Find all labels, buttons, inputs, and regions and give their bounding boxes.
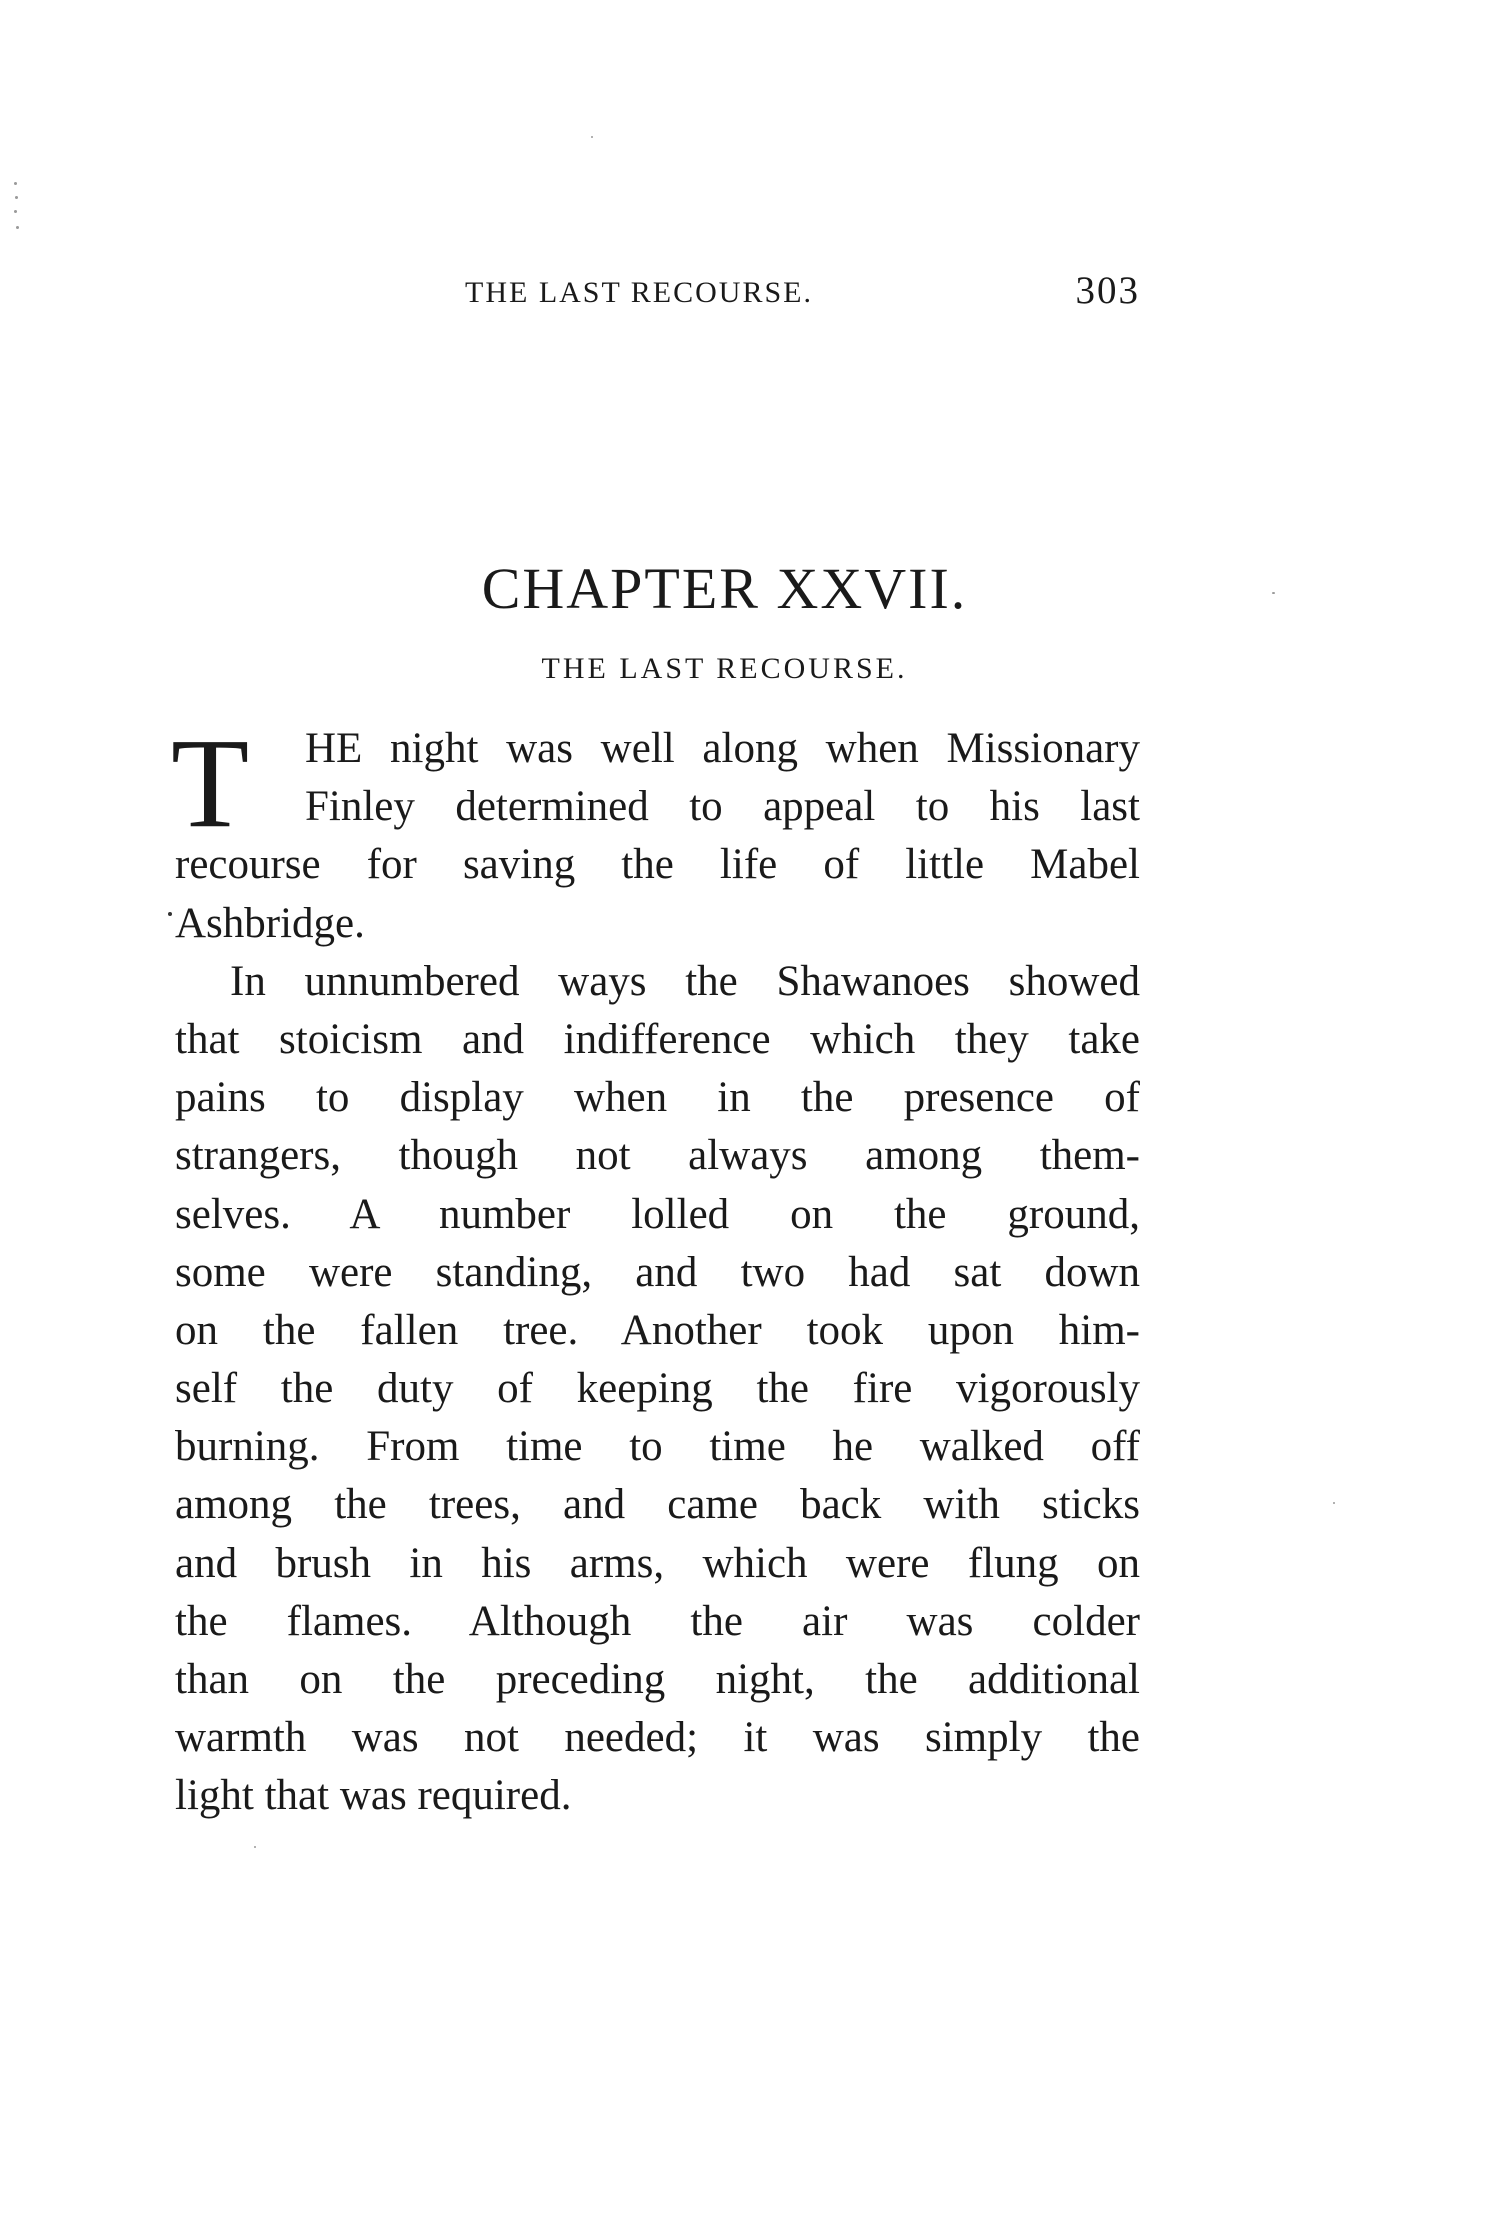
- text-line: burning. From time to time he walked off: [175, 1423, 1140, 1471]
- text-line: light that was required.: [175, 1772, 572, 1820]
- text-line: self the duty of keeping the fire vigorously: [175, 1365, 1140, 1413]
- body-text: [171, 712, 1140, 1826]
- text-line: pains to display when in the presence of: [175, 1074, 1140, 1122]
- text-line: on the fallen tree. Another took upon him-: [175, 1306, 1140, 1354]
- chapter-title: CHAPTER XXVII.: [481, 556, 968, 621]
- scan-speck: [168, 912, 172, 916]
- scan-speck: [16, 226, 19, 229]
- text-line: warmth was not needed; it was simply the: [175, 1714, 1140, 1762]
- text-line: that stoicism and indifference which they take: [175, 1015, 1140, 1063]
- running-head-title: THE LAST RECOURSE.: [465, 276, 813, 309]
- scan-speck: [254, 1846, 256, 1848]
- page-number: 303: [1075, 269, 1140, 312]
- text-line: Ashbridge.: [175, 899, 365, 947]
- scan-speck: [14, 182, 17, 185]
- drop-cap: T: [171, 712, 250, 854]
- text-line: among the trees, and came back with sticks: [175, 1481, 1140, 1529]
- text-line: In unnumbered ways the Shawanoes showed: [230, 957, 1140, 1005]
- text-line: strangers, though not always among them-: [175, 1132, 1140, 1180]
- text-line: recourse for saving the life of little Mabel: [175, 841, 1140, 889]
- scan-speck: [14, 210, 17, 213]
- text-line: selves. A number lolled on the ground,: [175, 1190, 1140, 1238]
- text-line: and brush in his arms, which were flung on: [175, 1539, 1140, 1587]
- text-line: HE night was well along when Missionary: [305, 725, 1140, 772]
- text-line: than on the preceding night, the additional: [175, 1656, 1140, 1703]
- chapter-subtitle: THE LAST RECOURSE.: [541, 652, 908, 685]
- text-line: some were standing, and two had sat down: [175, 1248, 1140, 1296]
- text-line: the flames. Although the air was colder: [175, 1597, 1140, 1645]
- running-head: [175, 268, 1140, 318]
- scan-speck: [591, 136, 593, 138]
- scan-speck: [1333, 1502, 1335, 1504]
- scan-speck: [15, 196, 18, 199]
- text-line: Finley determined to appeal to his last: [305, 783, 1140, 831]
